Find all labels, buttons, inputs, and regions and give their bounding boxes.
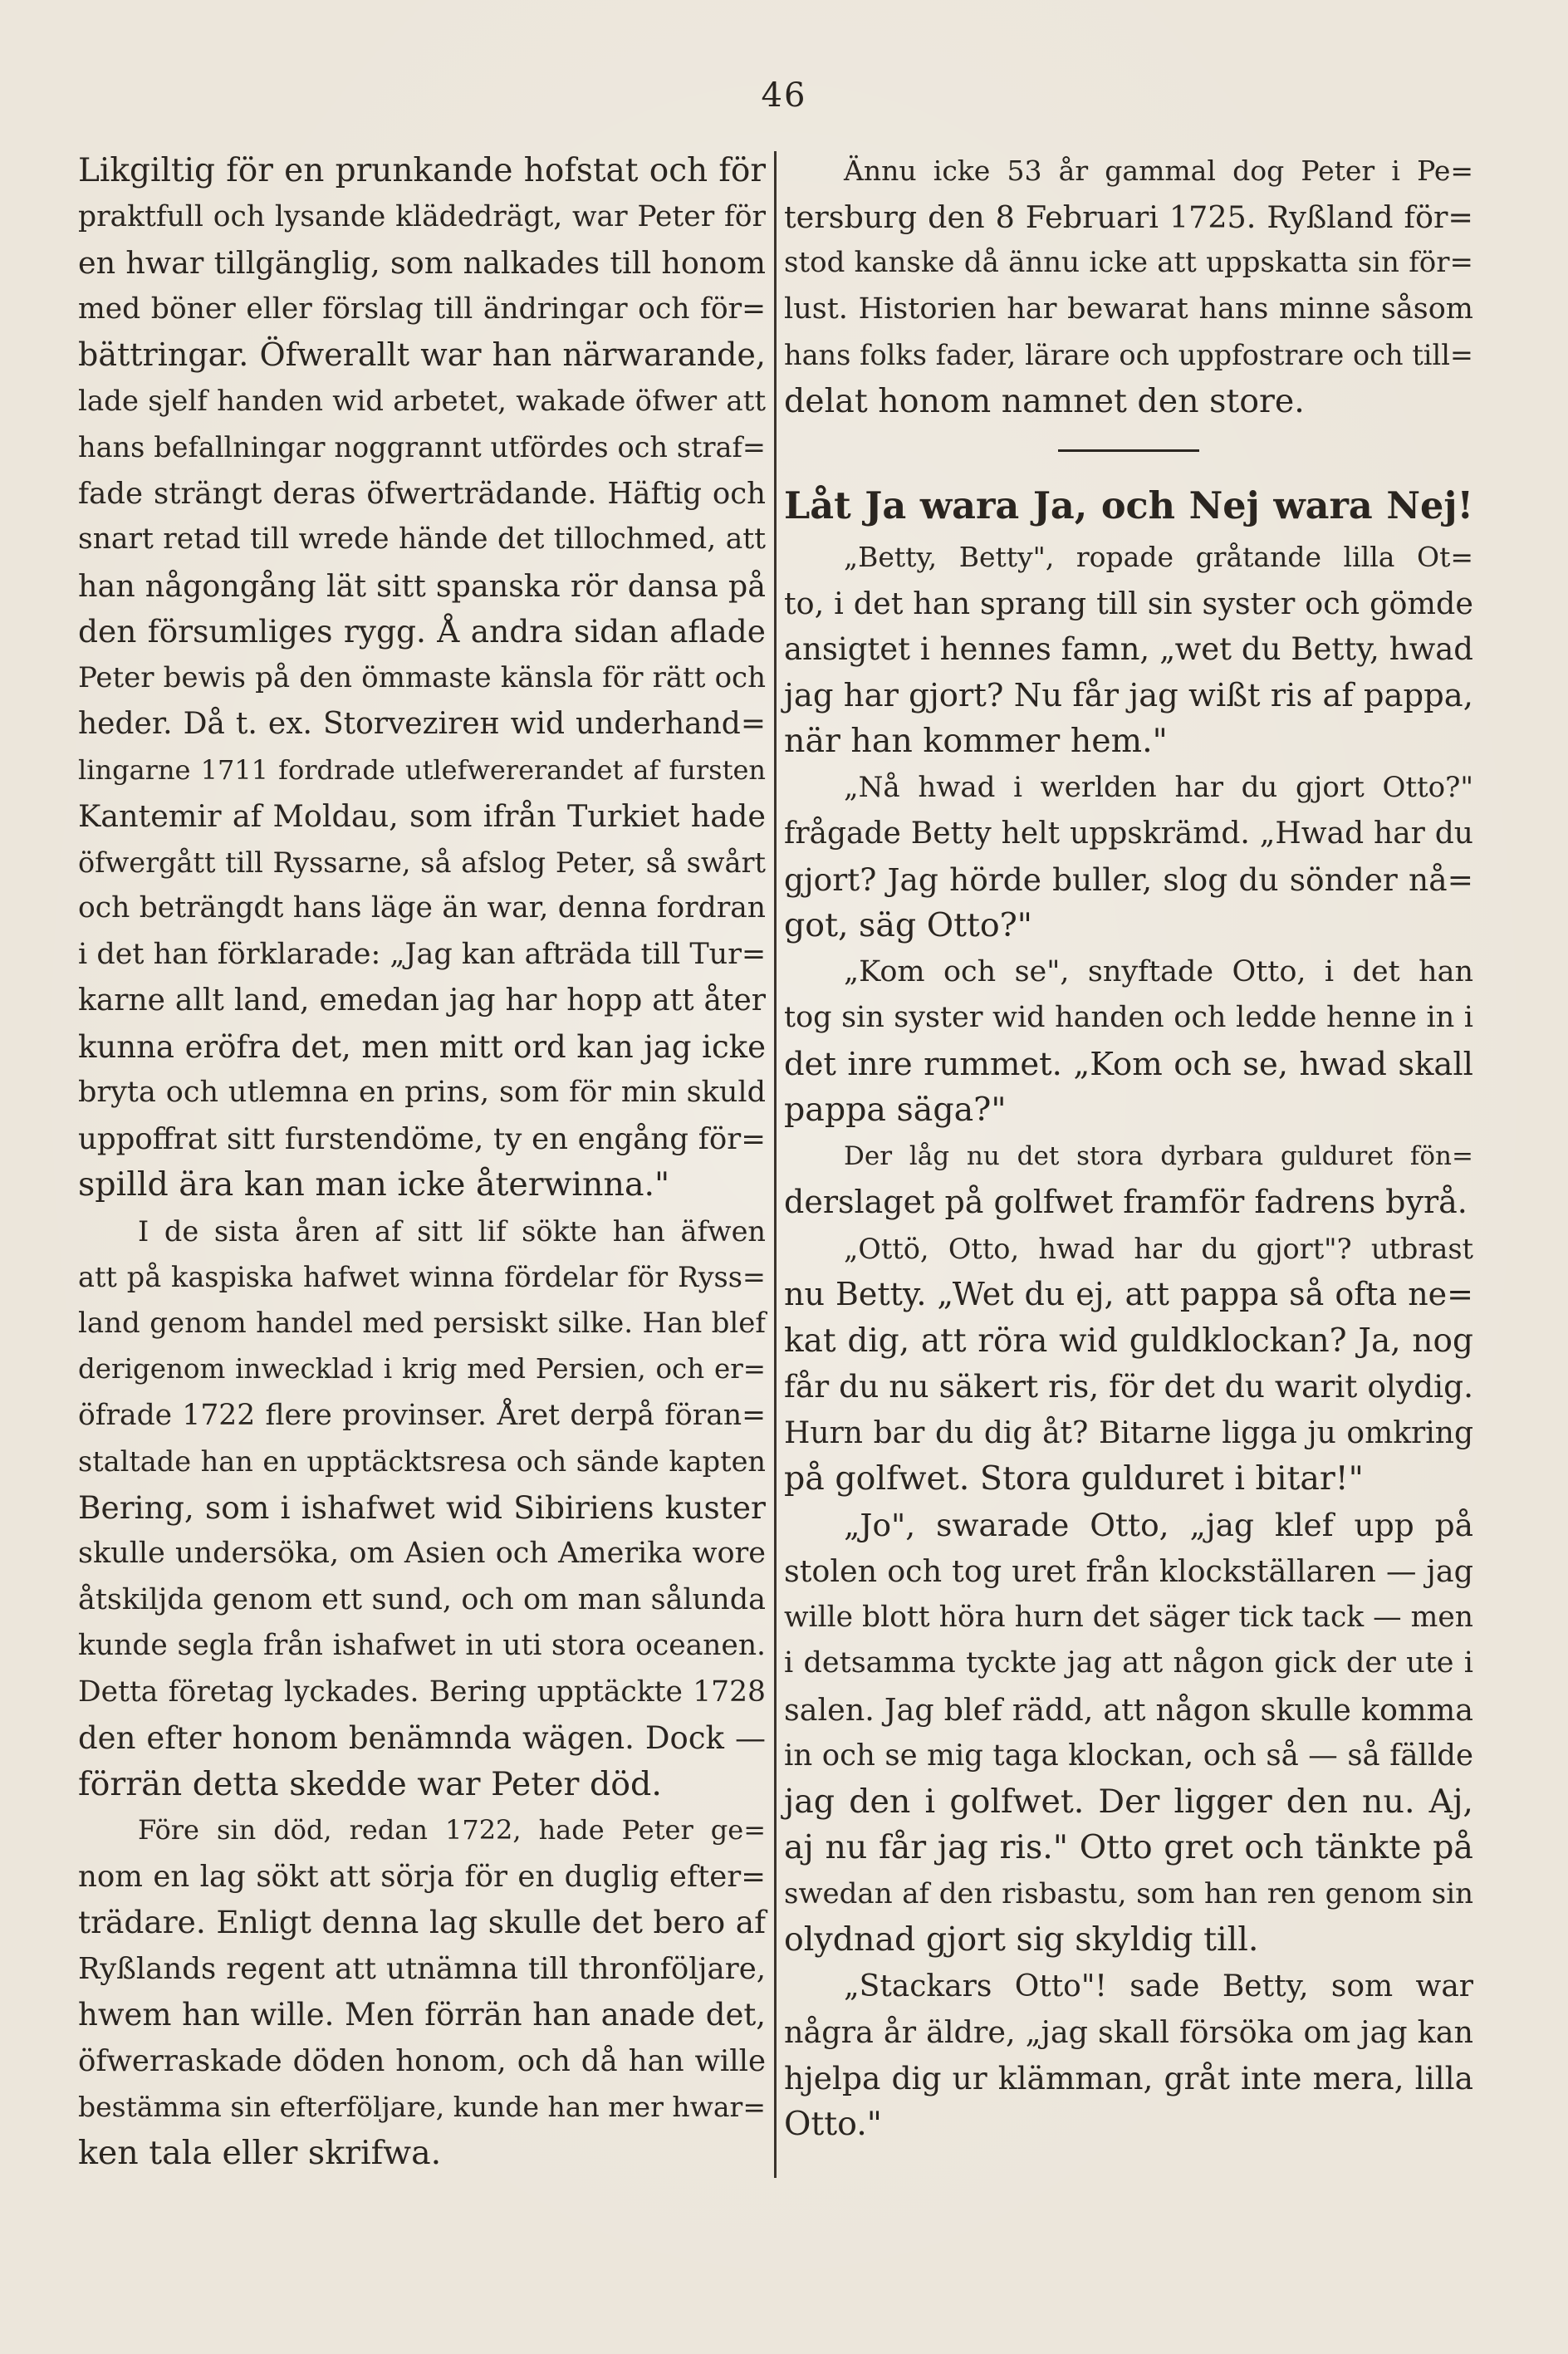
text-line: lade sjelf handen wid arbetet, wakade öfwer att (78, 384, 766, 418)
text-line: bryta och utlemna en prins, som för min skuld (78, 1076, 766, 1109)
text-line: salen. Jag blef rädd, att någon skulle komma (784, 1691, 1473, 1728)
page-number: 46 (761, 76, 807, 115)
text-line: kat dig, att röra wid guldklockan? Ja, nog (784, 1322, 1473, 1360)
text-line: karne allt land, emedan jag har hopp att åter (78, 983, 766, 1018)
text-line: stod kanske då ännu icke att uppskatta sin för= (784, 246, 1473, 279)
text-line: Likgiltig för en prunkande hofstat och för (78, 152, 766, 189)
text-line: to, i det han sprang till sin syster och gömde (784, 585, 1473, 621)
left-column (78, 148, 766, 2176)
text-line: gjort? Jag hörde buller, slog du sönder nå= (784, 861, 1473, 898)
text-line: uppoffrat sitt furstendöme, ty en engång för= (78, 1121, 766, 1156)
text-line: jag har gjort? Nu får jag wißt ris af pappa, (784, 676, 1473, 714)
text-line: Der låg nu det stora dyrbara gulduret fön= (844, 1140, 1473, 1171)
text-line: i detsamma tyckte jag att någon gick der ute i (784, 1646, 1473, 1680)
text-line: i det han förklarade: „Jag kan afträda till Tur= (78, 937, 767, 971)
text-line: trädare. Enligt denna lag skulle det bero af (78, 1904, 766, 1940)
text-line: bättringar. Öfwerallt war han närwarande, (78, 336, 766, 373)
text-line: den försumliges rygg. Å andra sidan aflade (78, 613, 766, 650)
section-divider (1058, 449, 1199, 452)
text-line: olydnad gjort sig skyldig till. (784, 1920, 1259, 1959)
text-line: skulle undersöka, om Asien och Amerika wore (78, 1537, 766, 1570)
text-line: Hurn bar du dig åt? Bitarne ligga ju omkring (784, 1415, 1473, 1450)
text-line: förrän detta skedde war Peter död. (78, 1764, 662, 1803)
text-line: nom en lag sökt att sörja för en duglig efter= (78, 1859, 766, 1894)
text-line: öfwergått till Ryssarne, så afslog Peter, så swårt (78, 846, 766, 879)
text-line: praktfull och lysande klädedrägt, war Peter för (78, 199, 766, 233)
text-line: Bering, som i ishafwet wid Sibiriens kuster (78, 1488, 766, 1526)
text-line: ansigtet i hennes famn, „wet du Betty, hwad (784, 631, 1473, 667)
text-line: kunde segla från ishafwet in uti stora oceanen. (78, 1629, 766, 1662)
text-line: Detta företag lyckades. Bering upptäckte 1728 (78, 1675, 766, 1709)
text-line: snart retad till wrede hände det tillochmed, att (78, 522, 766, 556)
story-title: Låt Ja wara Ja, och Nej wara Nej! (784, 484, 1473, 527)
text-line: Före sin död, redan 1722, hade Peter ge= (138, 1814, 766, 1846)
text-line: aj nu får jag ris." Otto gret och tänkte på (784, 1828, 1473, 1866)
text-line: Otto." (784, 2105, 882, 2143)
text-line: lingarne 1711 fordrade utlefwererandet af fursten (78, 753, 766, 786)
text-line: land genom handel med persiskt silke. Han blef (78, 1306, 766, 1340)
text-line: med böner eller förslag till ändringar och för= (78, 292, 766, 326)
text-line: öfrade 1722 flere provinser. Året derpå föran= (78, 1398, 766, 1432)
text-line: „Ottö, Otto, hwad har du gjort"? utbrast (844, 1232, 1473, 1265)
text-line: wille blott höra hurn det säger tick tack — men (784, 1600, 1473, 1634)
text-line: nu Betty. „Wet du ej, att pappa så ofta ne= (784, 1276, 1473, 1312)
text-line: åtskiljda genom ett sund, och om man sålunda (78, 1582, 766, 1616)
text-line: „Betty, Betty", ropade gråtande lilla Ot= (844, 541, 1473, 573)
text-line: hwem han wille. Men förrän han anade det, (78, 1997, 766, 2033)
text-line: öfwerraskade döden honom, och då han wille (78, 2043, 766, 2078)
text-line: den efter honom benämnda wägen. Dock — (78, 1720, 766, 1756)
text-line: derigenom inwecklad i krig med Persien, och er= (78, 1353, 766, 1385)
text-line: får du nu säkert ris, för det du warit olydig. (784, 1368, 1473, 1405)
text-line: „Jo", swarade Otto, „jag klef upp på (844, 1506, 1473, 1543)
text-line: tog sin syster wid handen och ledde henne in i (784, 1001, 1473, 1034)
column-divider (774, 151, 777, 2178)
text-line: ken tala eller skrifwa. (78, 2133, 442, 2172)
text-line: hans befallningar noggrannt utfördes och straf= (78, 431, 766, 463)
text-line: och beträngdt hans läge än war, denna fordran (78, 891, 766, 924)
text-line: stolen och tog uret från klockställaren — jag (784, 1553, 1473, 1589)
text-line: delat honom namnet den store. (784, 381, 1305, 420)
text-line: got, säg Otto?" (784, 906, 1032, 944)
text-line: Kantemir af Moldau, som ifrån Turkiet hade (78, 798, 766, 834)
text-line: han någongång lät sitt spanska rör dansa på (78, 567, 766, 604)
text-line: spilld ära kan man icke återwinna." (78, 1165, 670, 1204)
text-line: derslaget på golfwet framför fadrens byrå. (784, 1184, 1468, 1220)
text-line: in och se mig taga klockan, och så — så fällde (784, 1739, 1473, 1773)
text-line: jag den i golfwet. Der ligger den nu. Aj, (784, 1782, 1473, 1821)
right-column (784, 148, 1473, 2148)
text-line: på golfwet. Stora gulduret i bitar!" (784, 1459, 1364, 1498)
right-column-text (784, 148, 1473, 424)
text-line: hans folks fader, lärare och uppfostrare och till= (784, 339, 1473, 371)
text-line: Ryßlands regent att utnämna till thronföljare, (78, 1951, 766, 1986)
text-line: staltade han en upptäcktsresa och sände kapten (78, 1445, 766, 1478)
story-text (784, 534, 1473, 2148)
text-line: att på kaspiska hafwet winna fördelar för Ryss= (78, 1261, 766, 1293)
text-line: en hwar tillgänglig, som nalkades till honom (78, 245, 766, 281)
text-line: Ännu icke 53 år gammal dog Peter i Pe= (844, 154, 1473, 187)
text-line: „Stackars Otto"! sade Betty, som war (844, 1969, 1473, 2003)
text-line: pappa säga?" (784, 1091, 1007, 1129)
text-line: „Nå hwad i werlden har du gjort Otto?" (844, 770, 1473, 804)
text-line: bestämma sin efterföljare, kunde han mer hwar= (78, 2091, 766, 2123)
text-line: „Kom och se", snyftade Otto, i det han (844, 954, 1473, 988)
text-line: hjelpa dig ur klämman, gråt inte mera, lilla (784, 2059, 1473, 2097)
text-line: I de sista åren af sitt lif sökte han äfwen (138, 1214, 766, 1248)
text-line: fade strängt deras öfwerträdande. Häftig och (78, 476, 766, 511)
text-line: tersburg den 8 Februari 1725. Ryßland för= (784, 199, 1473, 235)
text-line: heder. Då t. ex. Storvezirен wid underhand= (78, 707, 766, 741)
text-line: lust. Historien har bewarat hans minne såsom (784, 292, 1473, 326)
text-line: kunna eröfra det, men mitt ord kan jag icke (78, 1028, 766, 1065)
text-line: när han kommer hem." (784, 722, 1168, 760)
text-line: swedan af den risbastu, som han ren genom sin (784, 1876, 1473, 1910)
text-line: frågade Betty helt uppskrämd. „Hwad har du (784, 817, 1473, 851)
text-line: Peter bewis på den ömmaste känsla för rätt och (78, 660, 766, 694)
text-line: det inre rummet. „Kom och se, hwad skall (784, 1045, 1473, 1083)
text-line: några år äldre, „jag skall försöka om jag kan (784, 2014, 1473, 2050)
